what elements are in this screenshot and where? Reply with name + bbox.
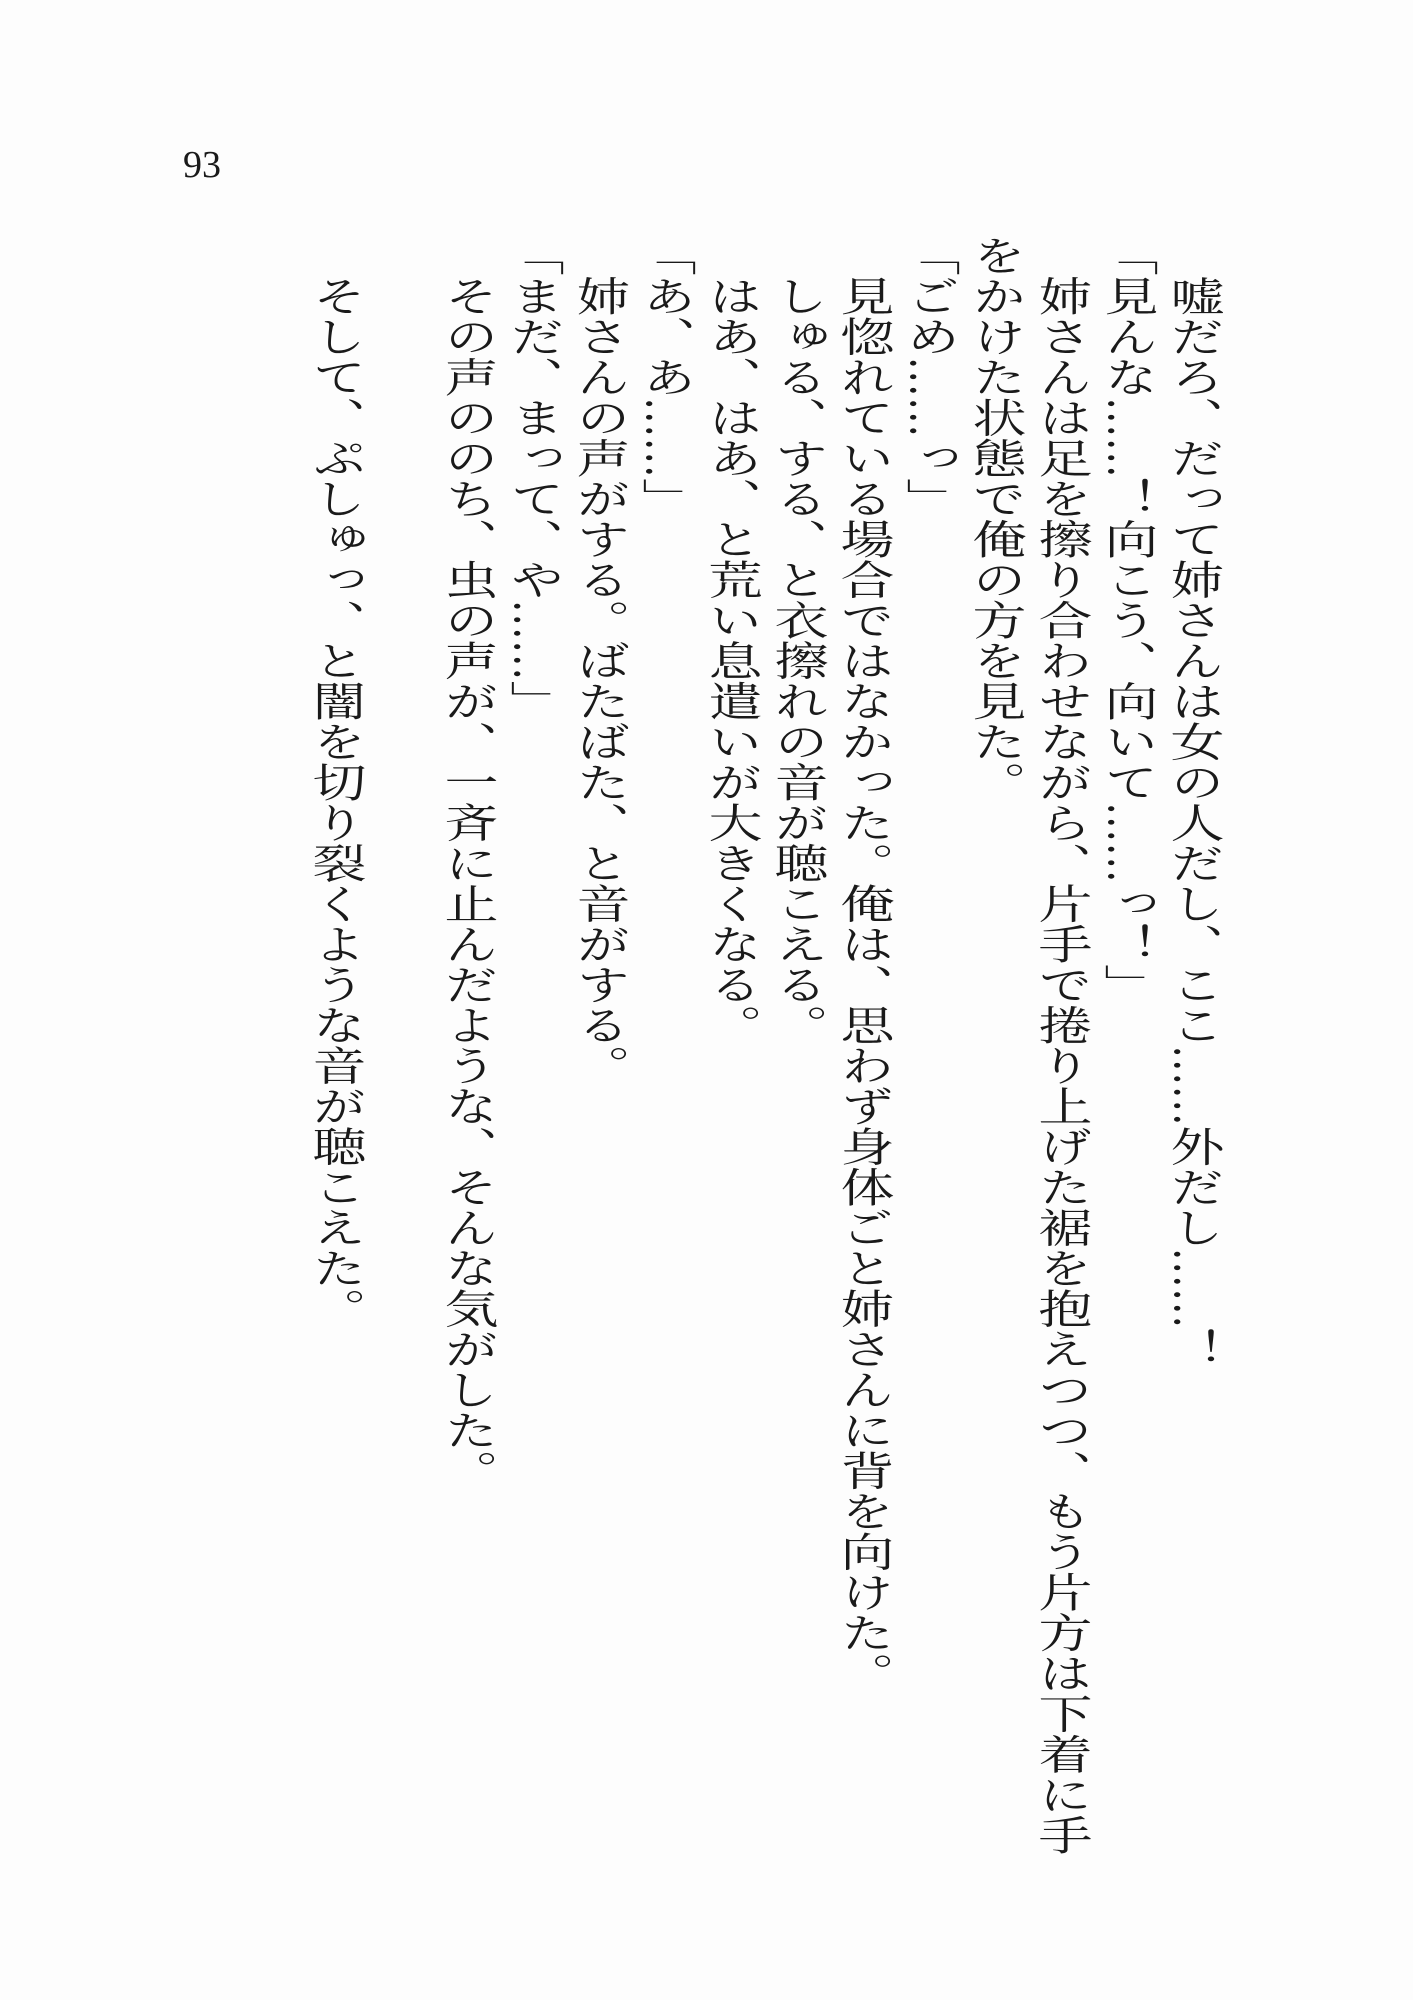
text-line <box>368 235 434 1866</box>
text-line: 姉さんは足を擦り合わせながら、片手で捲り上げた裾を抱えつつ、もう片方は下着に手をかけた状態で俺の方を見た。 <box>965 235 1091 1855</box>
text-line: 「あ、あ……」 <box>635 235 695 519</box>
text-line: 「まだ、まって、や……」 <box>503 235 563 721</box>
text-line: 見惚れている場合ではなかった。俺は、思わず身体ごと姉さんに背を向けた。 <box>833 235 893 1693</box>
text-line: その声ののち、虫の声が、一斉に止んだような、そんな気がした。 <box>437 235 497 1491</box>
text-line: 姉さんの声がする。ばたばた、と音がする。 <box>569 235 629 1086</box>
text-line: 「ごめ……っ」 <box>899 235 959 519</box>
vertical-text-block <box>302 235 1226 1866</box>
page-number: 93 <box>183 144 221 186</box>
text-line: はあ、はあ、と荒い息遣いが大きくなる。 <box>701 235 761 1045</box>
text-line: しゅる、する、と衣擦れの音が聴こえる。 <box>767 235 827 1045</box>
text-line: 嘘だろ、だって姉さんは女の人だし、ここ……外だし……！ <box>1163 235 1223 1369</box>
text-line: そして、ぷしゅっ、と闇を切り裂くような音が聴こえた。 <box>305 235 365 1329</box>
text-line: 「見んな……！向こう、向いて……っ！」 <box>1097 235 1157 1005</box>
